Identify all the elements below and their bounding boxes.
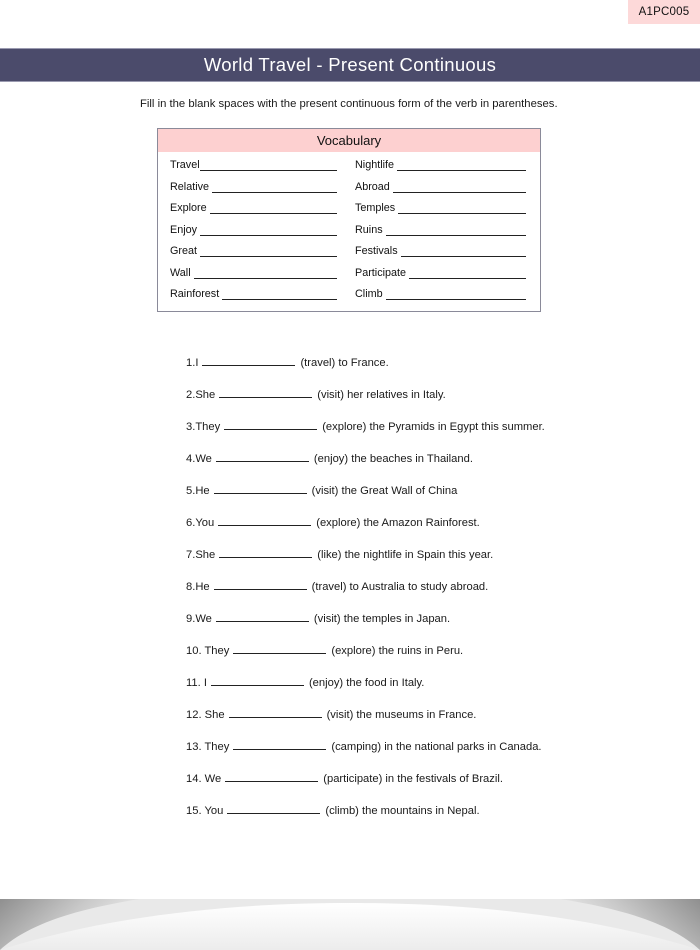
question-lead: 6.You <box>186 517 215 529</box>
vocabulary-answer-blank[interactable] <box>200 159 337 171</box>
vocabulary-entry <box>349 202 528 214</box>
question-tail: (visit) the museums in France. <box>326 709 477 721</box>
question-lead: 1.I <box>186 357 199 369</box>
vocabulary-answer-blank[interactable] <box>194 267 337 279</box>
vocabulary-entry <box>170 224 349 236</box>
question-tail: (enjoy) the beaches in Thailand. <box>313 453 473 465</box>
question-item <box>186 611 656 643</box>
question-tail: (visit) her relatives in Italy. <box>317 389 446 401</box>
question-lead: 12. She <box>186 709 225 721</box>
question-tail: (climb) the mountains in Nepal. <box>325 805 480 817</box>
question-answer-blank[interactable] <box>202 355 295 366</box>
question-item <box>186 419 656 451</box>
question-tail: (camping) in the national parks in Canada. <box>331 741 542 753</box>
vocabulary-row <box>170 159 528 171</box>
vocabulary-title: Vocabulary <box>316 133 382 148</box>
vocabulary-entry <box>349 245 528 257</box>
vocabulary-answer-blank[interactable] <box>409 267 526 279</box>
question-answer-blank[interactable] <box>229 707 322 718</box>
question-answer-blank[interactable] <box>227 803 320 814</box>
vocabulary-row <box>170 288 528 300</box>
vocabulary-word: Festivals <box>355 245 398 257</box>
question-lead: 2.She <box>186 389 216 401</box>
vocabulary-entry <box>170 159 349 171</box>
question-item <box>186 579 656 611</box>
question-lead: 14. We <box>186 773 222 785</box>
vocabulary-entry <box>170 202 349 214</box>
question-item <box>186 675 656 707</box>
question-tail: (travel) to Australia to study abroad. <box>311 581 489 593</box>
question-tail: (visit) the temples in Japan. <box>313 613 451 625</box>
vocabulary-body <box>158 152 540 311</box>
vocabulary-word: Climb <box>355 288 383 300</box>
question-answer-blank[interactable] <box>224 419 317 430</box>
vocabulary-answer-blank[interactable] <box>222 288 337 300</box>
question-item <box>186 771 656 803</box>
vocabulary-answer-blank[interactable] <box>393 181 526 193</box>
vocabulary-answer-blank[interactable] <box>212 181 337 193</box>
vocabulary-word: Explore <box>170 202 207 214</box>
question-answer-blank[interactable] <box>219 547 312 558</box>
question-answer-blank[interactable] <box>216 611 309 622</box>
question-answer-blank[interactable] <box>218 515 311 526</box>
question-tail: (explore) the Pyramids in Egypt this summer. <box>322 421 545 433</box>
question-answer-blank[interactable] <box>219 387 312 398</box>
question-tail: (visit) the Great Wall of China <box>311 485 458 497</box>
vocabulary-word: Participate <box>355 266 407 279</box>
question-lead: 5.He <box>186 485 210 497</box>
vocabulary-header <box>158 129 540 152</box>
question-tail: (travel) to France. <box>300 357 389 369</box>
question-lead: 13. They <box>186 741 230 753</box>
vocabulary-entry <box>349 159 528 171</box>
questions-list <box>186 355 656 835</box>
question-tail: (like) the nightlife in Spain this year. <box>317 549 494 561</box>
vocabulary-word: Enjoy <box>170 223 198 236</box>
worksheet-code-badge: A1PC005 <box>628 0 700 24</box>
page-curl-shadow-svg <box>0 890 700 950</box>
question-tail: (participate) in the festivals of Brazil. <box>323 773 503 785</box>
vocabulary-word: Temples <box>355 202 396 214</box>
vocabulary-word: Nightlife <box>355 159 395 171</box>
question-answer-blank[interactable] <box>233 739 326 750</box>
question-answer-blank[interactable] <box>233 643 326 654</box>
question-item <box>186 451 656 483</box>
question-item <box>186 803 656 835</box>
vocabulary-answer-blank[interactable] <box>386 224 526 236</box>
vocabulary-entry <box>170 267 349 279</box>
vocabulary-entry <box>170 245 349 257</box>
vocabulary-word: Great <box>170 245 198 257</box>
question-lead: 9.We <box>186 613 212 625</box>
vocabulary-box <box>157 128 541 312</box>
vocabulary-row <box>170 181 528 193</box>
question-tail: (explore) the ruins in Peru. <box>331 645 464 657</box>
badge-row <box>0 0 700 24</box>
vocabulary-answer-blank[interactable] <box>401 245 526 257</box>
question-item <box>186 483 656 515</box>
vocabulary-answer-blank[interactable] <box>210 202 337 214</box>
vocabulary-answer-blank[interactable] <box>200 224 337 236</box>
vocabulary-row <box>170 245 528 257</box>
question-item <box>186 643 656 675</box>
vocabulary-row <box>170 202 528 214</box>
question-item <box>186 515 656 547</box>
vocabulary-entry <box>349 288 528 300</box>
question-item <box>186 707 656 739</box>
vocabulary-word: Wall <box>170 266 191 279</box>
vocabulary-answer-blank[interactable] <box>386 288 526 300</box>
question-item <box>186 355 656 387</box>
question-lead: 7.She <box>186 549 216 561</box>
vocabulary-answer-blank[interactable] <box>398 202 526 214</box>
question-answer-blank[interactable] <box>214 579 307 590</box>
vocabulary-entry <box>170 288 349 300</box>
vocabulary-entry <box>349 224 528 236</box>
vocabulary-row <box>170 267 528 279</box>
vocabulary-entry <box>349 267 528 279</box>
question-answer-blank[interactable] <box>214 483 307 494</box>
question-answer-blank[interactable] <box>211 675 304 686</box>
question-tail: (enjoy) the food in Italy. <box>308 677 425 689</box>
vocabulary-answer-blank[interactable] <box>200 245 337 257</box>
vocabulary-entry <box>170 181 349 193</box>
question-item <box>186 387 656 419</box>
question-lead: 8.He <box>186 581 210 593</box>
vocabulary-answer-blank[interactable] <box>397 159 526 171</box>
vocabulary-word: Rainforest <box>170 288 220 300</box>
vocabulary-entry <box>349 181 528 193</box>
instructions-text: Fill in the blank spaces with the present continuous form of the verb in parentheses. <box>140 98 558 110</box>
question-lead: 15. You <box>186 805 224 817</box>
question-item <box>186 739 656 771</box>
question-lead: 4.We <box>186 453 212 465</box>
vocabulary-word: Relative <box>170 180 210 193</box>
title-banner <box>0 48 700 82</box>
vocabulary-word: Abroad <box>355 180 390 193</box>
question-tail: (explore) the Amazon Rainforest. <box>316 517 480 529</box>
question-answer-blank[interactable] <box>225 771 318 782</box>
question-lead: 11. I <box>186 677 207 689</box>
page-bottom-shadow <box>0 890 700 950</box>
page-title: World Travel - Present Continuous <box>203 54 497 75</box>
question-answer-blank[interactable] <box>216 451 309 462</box>
vocabulary-word: Travel <box>170 159 200 171</box>
question-item <box>186 547 656 579</box>
question-lead: 3.They <box>186 421 221 433</box>
vocabulary-row <box>170 224 528 236</box>
question-lead: 10. They <box>186 645 230 657</box>
vocabulary-word: Ruins <box>355 223 383 236</box>
